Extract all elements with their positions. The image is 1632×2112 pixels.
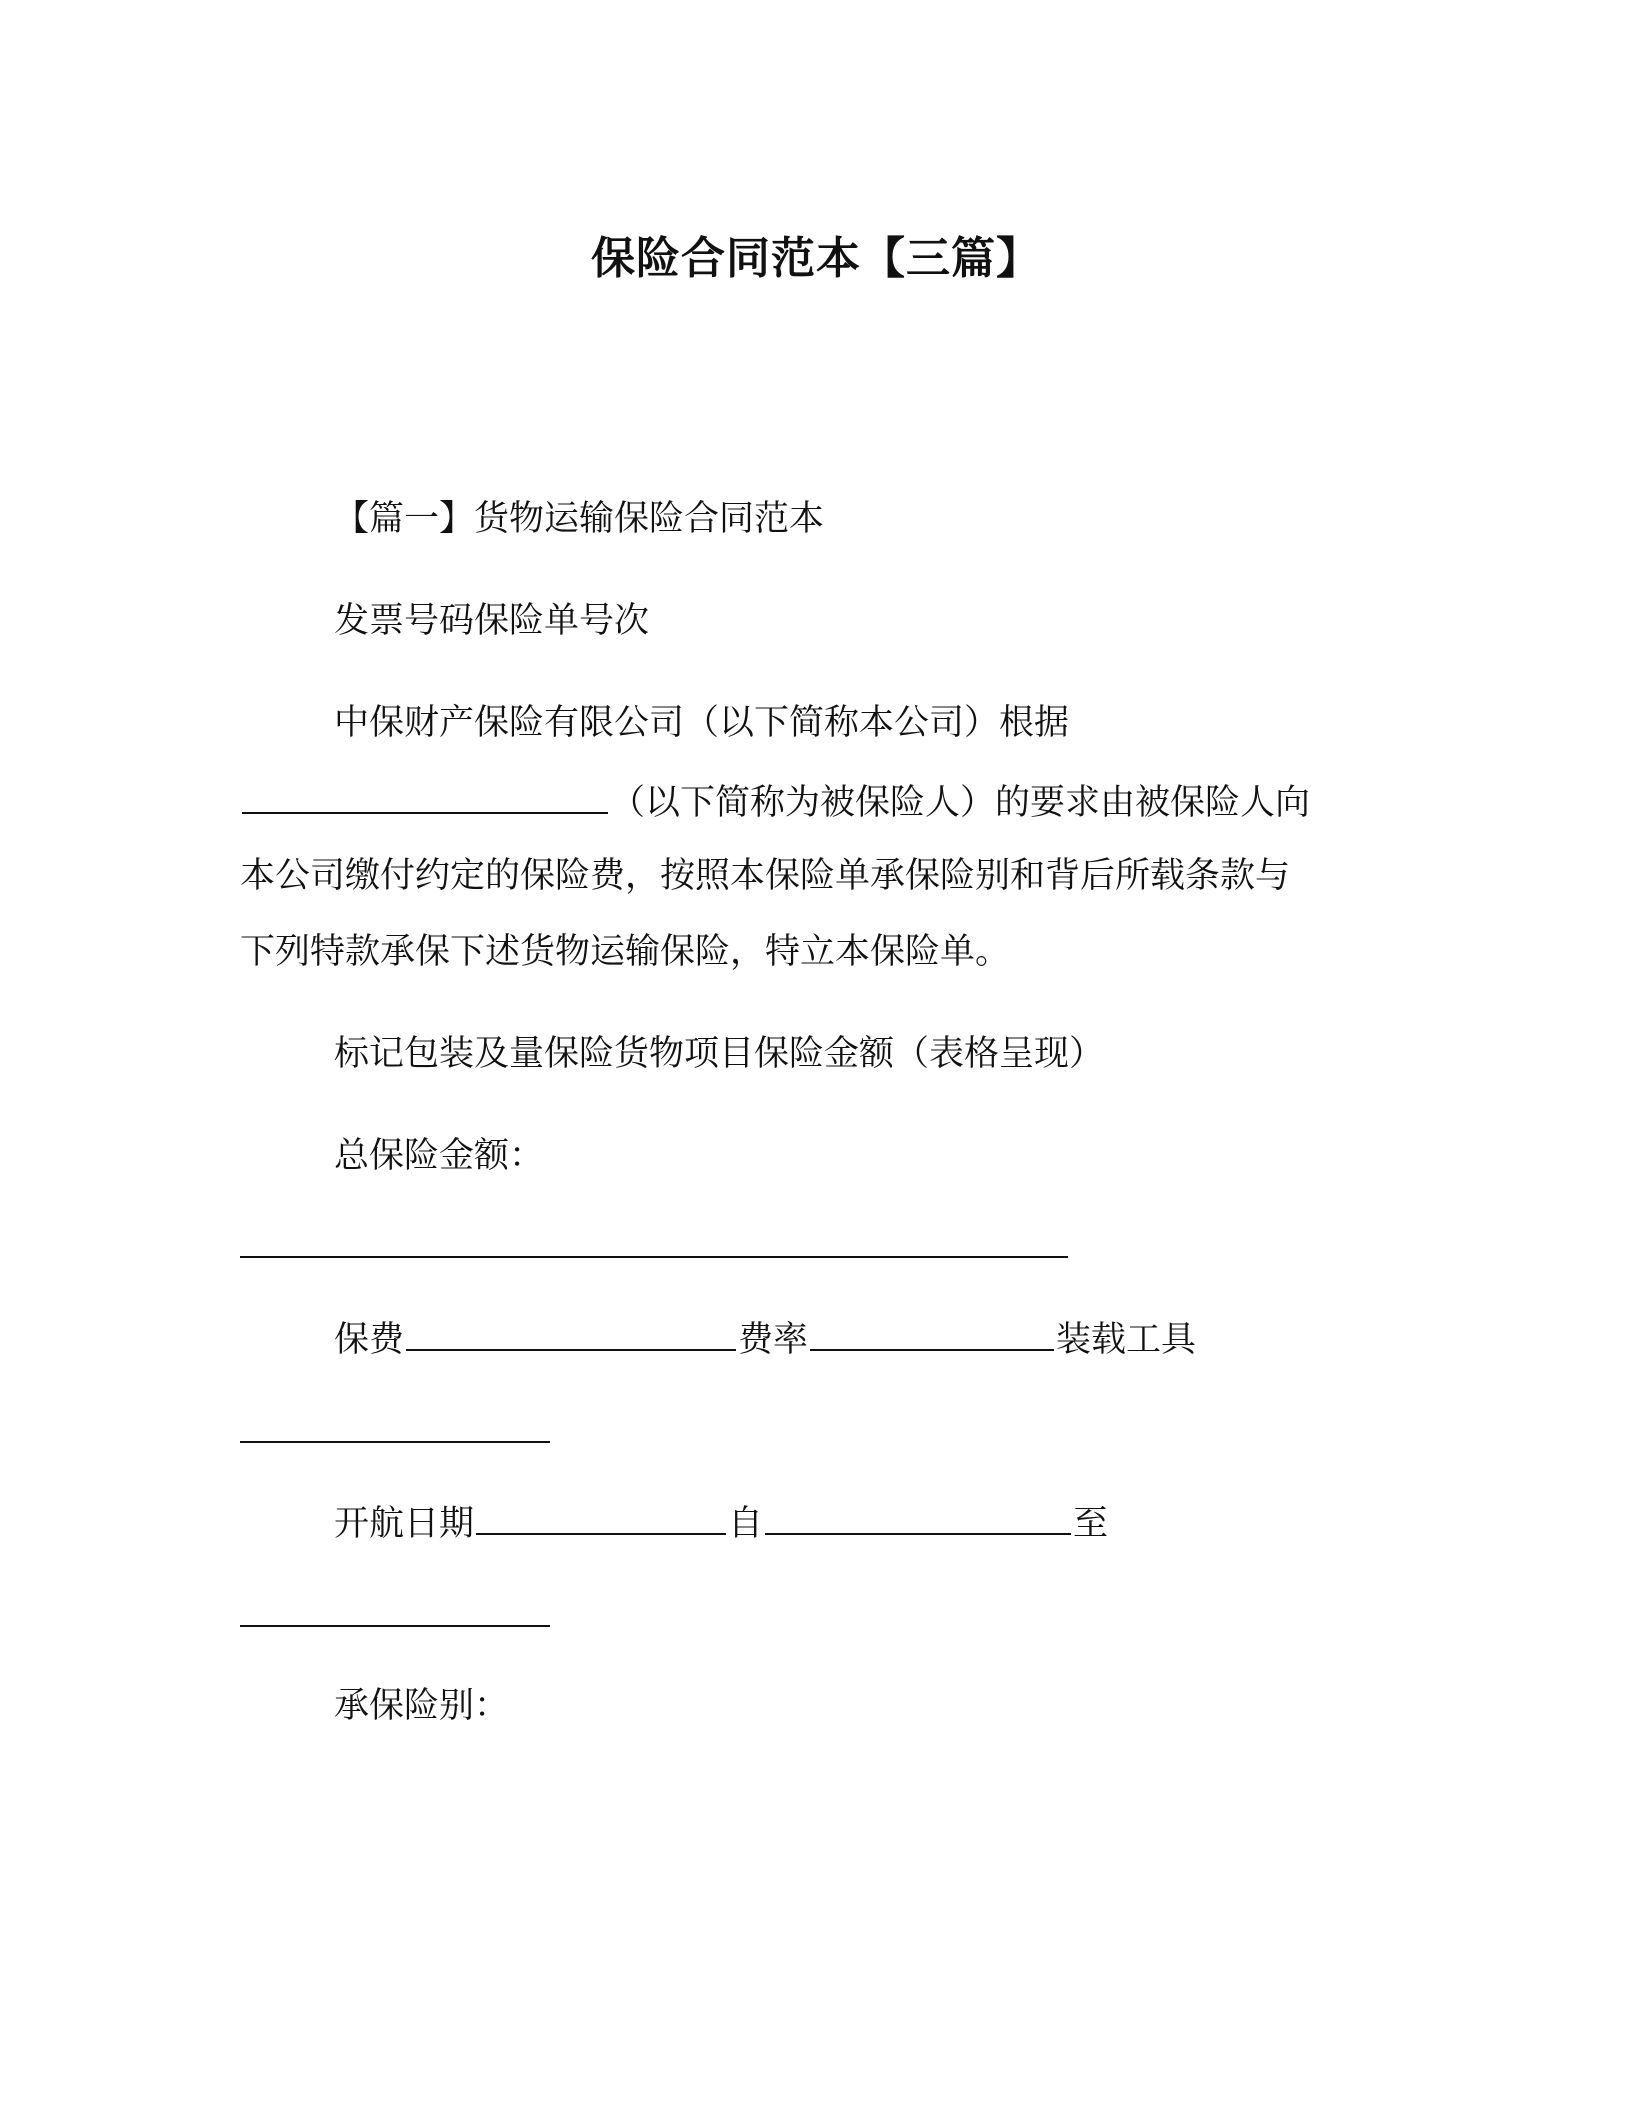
premium-label: 保费 [334, 1320, 405, 1360]
rate-label: 费率 [738, 1320, 809, 1360]
premium-blank[interactable] [406, 1313, 736, 1351]
total-amount-blank[interactable] [240, 1256, 1068, 1258]
conveyance-blank[interactable] [240, 1441, 550, 1443]
intro-paragraph-line-4: 下列特款承保下述货物运输保险，特立本保险单。 [240, 932, 1011, 972]
destination-blank[interactable] [240, 1625, 550, 1627]
departure-date-blank[interactable] [476, 1497, 726, 1535]
intro-paragraph-line-3: 本公司缴付约定的保险费，按照本保险单承保险别和背后所载条款与 [240, 856, 1291, 896]
table-description-line: 标记包装及量保险货物项目保险金额（表格呈现） [334, 1034, 1105, 1074]
from-label: 自 [728, 1504, 764, 1544]
insured-name-blank[interactable] [242, 776, 608, 814]
conveyance-label: 装载工具 [1056, 1320, 1197, 1360]
rate-blank[interactable] [810, 1313, 1054, 1351]
intro-paragraph-line-2 [240, 776, 1310, 826]
section-heading: 【篇一】货物运输保险合同范本 [334, 499, 825, 539]
departure-line [334, 1497, 1108, 1547]
invoice-line: 发票号码保险单号次 [334, 601, 650, 641]
total-amount-label: 总保险金额： [334, 1136, 545, 1176]
premium-rate-line [334, 1313, 1196, 1363]
departure-label: 开航日期 [334, 1504, 475, 1544]
intro-line-2-text: （以下简称为被保险人）的要求由被保险人向 [610, 783, 1311, 823]
from-blank[interactable] [765, 1497, 1071, 1535]
intro-paragraph-line-1: 中保财产保险有限公司（以下简称本公司）根据 [334, 703, 1070, 743]
coverage-label: 承保险别： [334, 1686, 510, 1726]
document-title: 保险合同范本【三篇】 [591, 233, 1041, 284]
to-label: 至 [1073, 1504, 1109, 1544]
